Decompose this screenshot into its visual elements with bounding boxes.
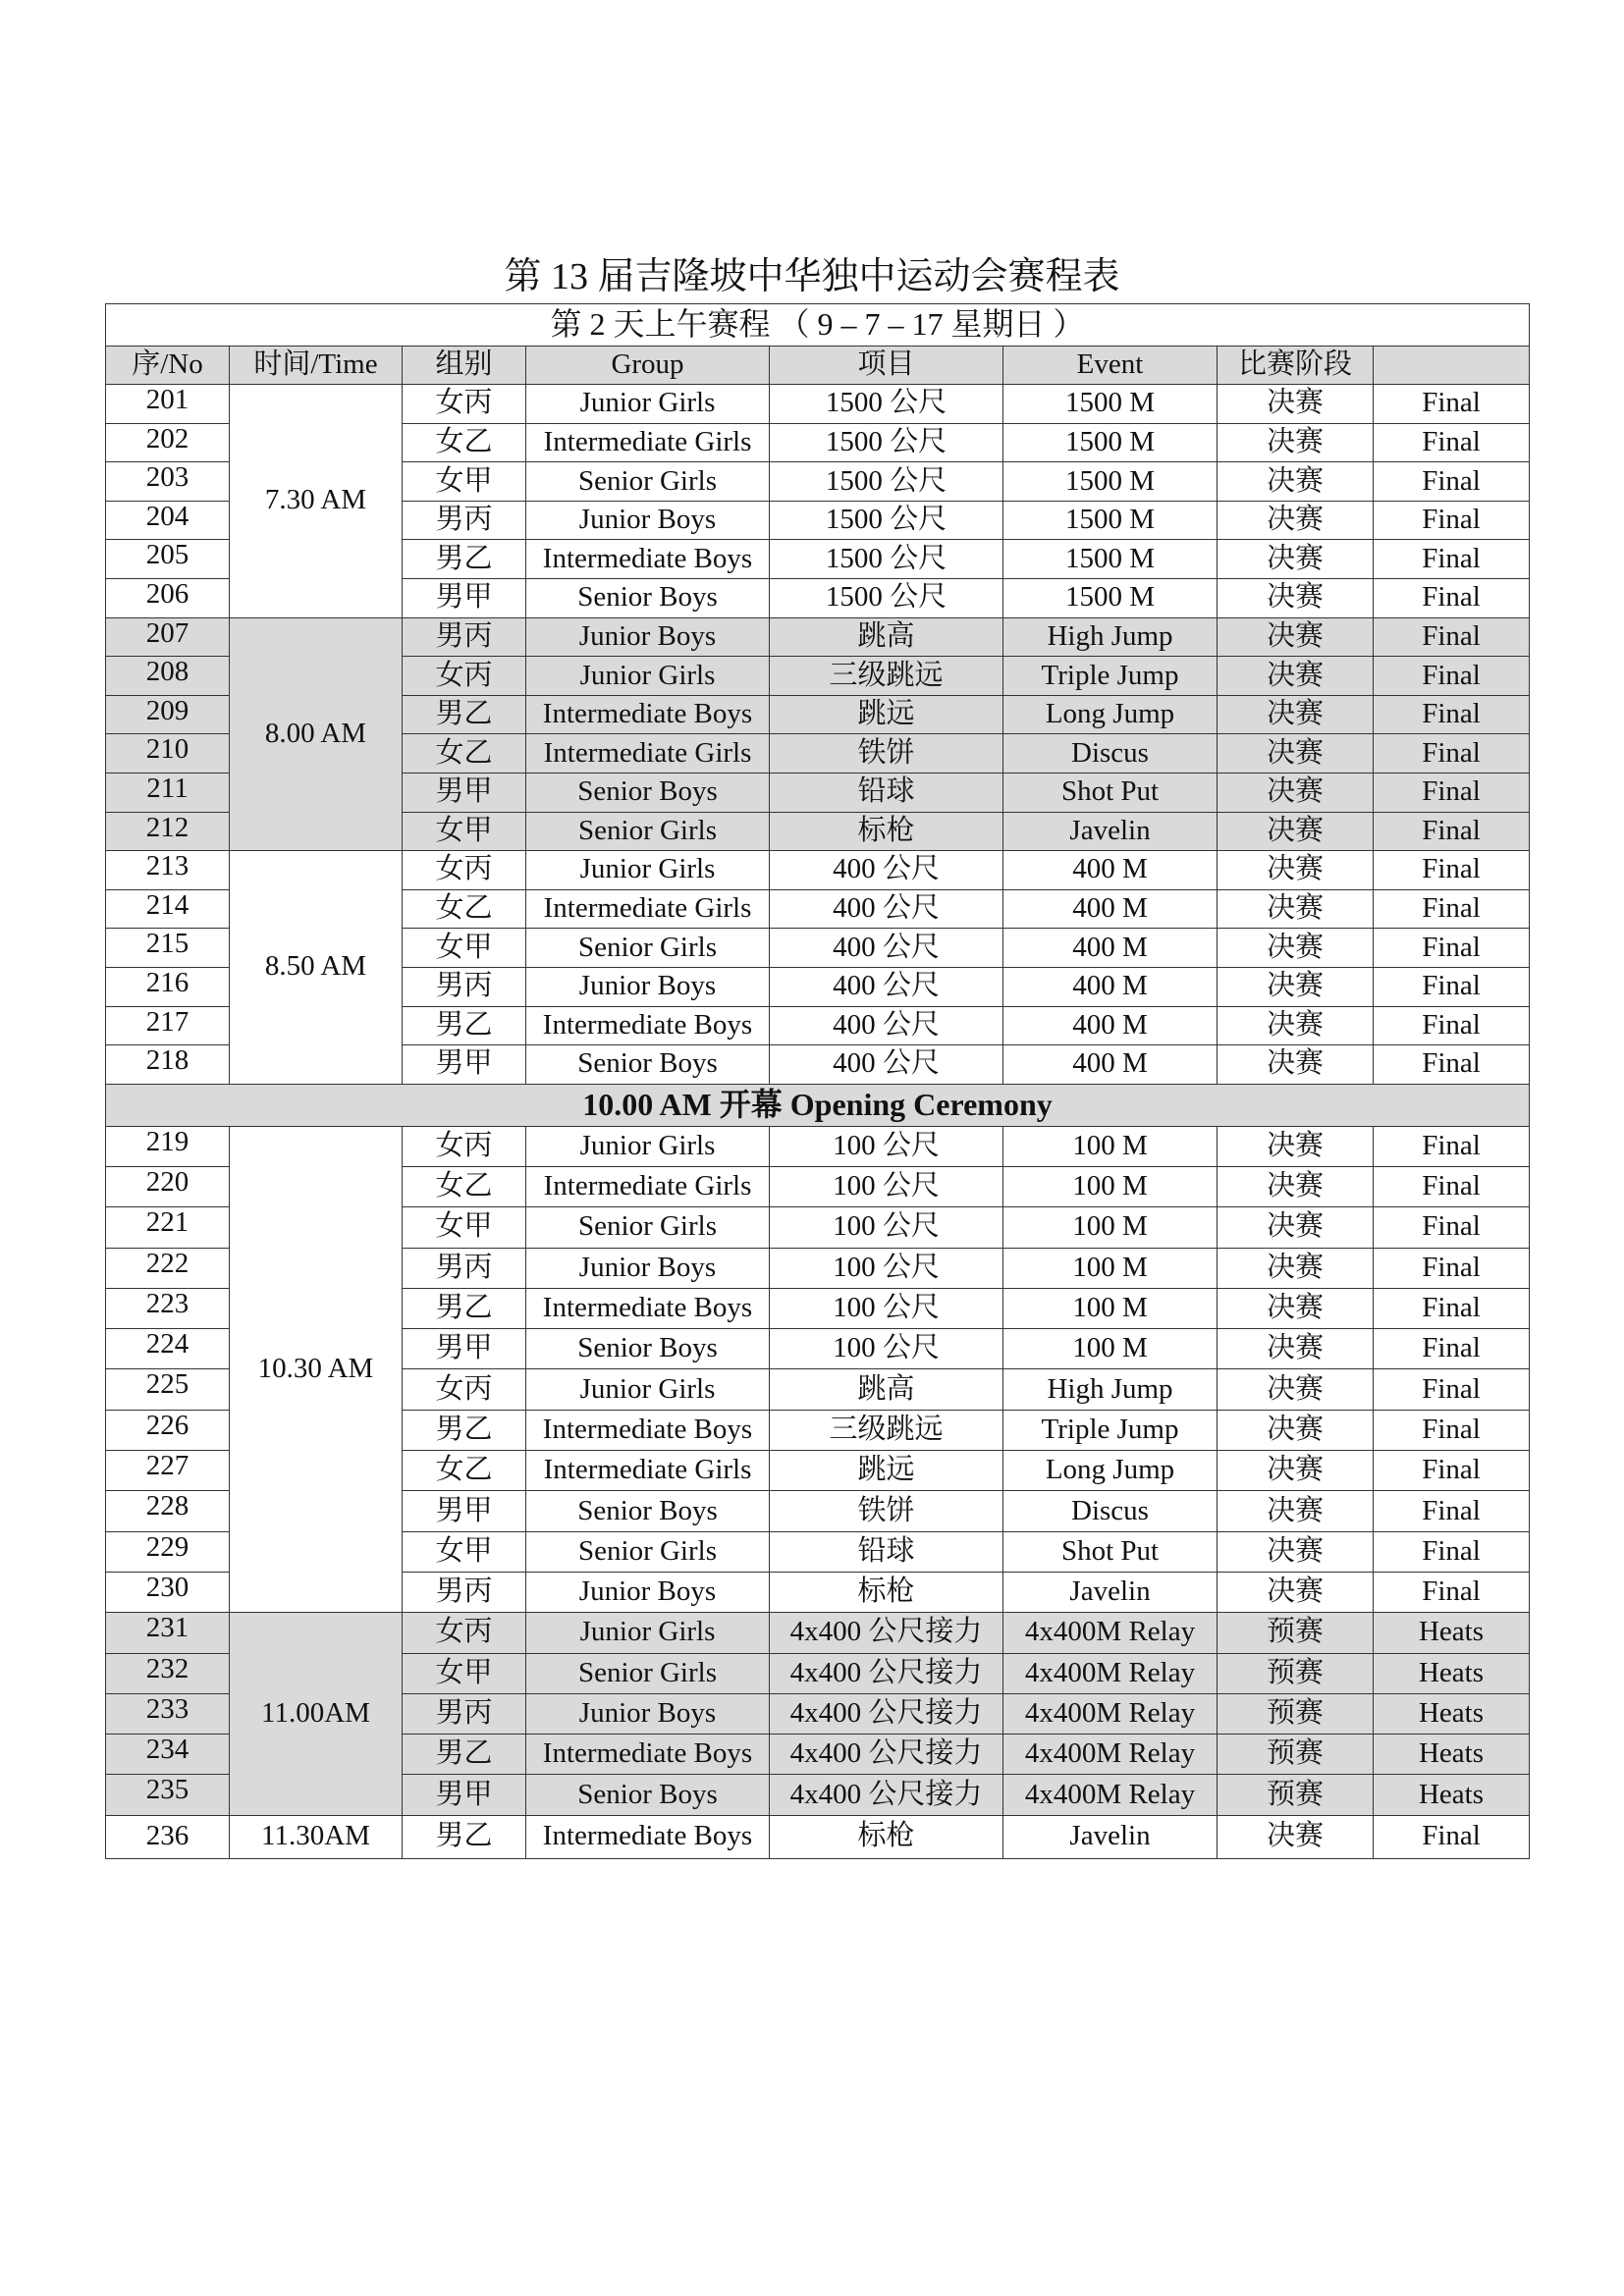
group-cn: 男丙	[403, 1248, 526, 1288]
group-cn: 男丙	[403, 501, 526, 540]
stage-en: Final	[1374, 578, 1530, 617]
stage-en: Final	[1374, 1288, 1530, 1328]
group-en: Junior Girls	[526, 385, 770, 424]
stage-cn: 决赛	[1218, 1491, 1374, 1531]
event-number: 226	[106, 1410, 230, 1450]
group-en: Senior Boys	[526, 1329, 770, 1369]
stage-cn: 决赛	[1218, 540, 1374, 579]
stage-en: Final	[1374, 1815, 1530, 1858]
group-en: Intermediate Girls	[526, 1166, 770, 1206]
event-en: 100 M	[1003, 1329, 1218, 1369]
event-en: 400 M	[1003, 929, 1218, 968]
event-number: 208	[106, 657, 230, 696]
group-en: Junior Girls	[526, 1613, 770, 1653]
group-cn: 女甲	[403, 929, 526, 968]
stage-cn: 决赛	[1218, 617, 1374, 657]
event-en: Discus	[1003, 734, 1218, 774]
event-number: 235	[106, 1775, 230, 1815]
time-slot: 10.30 AM	[230, 1126, 403, 1613]
table-row	[106, 1815, 1530, 1858]
group-cn: 女甲	[403, 1653, 526, 1693]
event-en: 4x400M Relay	[1003, 1613, 1218, 1653]
event-cn: 100 公尺	[770, 1126, 1003, 1166]
event-cn: 4x400 公尺接力	[770, 1613, 1003, 1653]
stage-cn: 决赛	[1218, 929, 1374, 968]
group-cn: 女丙	[403, 657, 526, 696]
stage-cn: 决赛	[1218, 695, 1374, 734]
event-en: Shot Put	[1003, 773, 1218, 812]
event-number: 221	[106, 1207, 230, 1248]
stage-cn: 预赛	[1218, 1735, 1374, 1775]
event-en: 400 M	[1003, 851, 1218, 890]
header-stage-en	[1374, 347, 1530, 385]
event-en: Triple Jump	[1003, 657, 1218, 696]
group-cn: 女乙	[403, 1451, 526, 1491]
group-en: Intermediate Girls	[526, 423, 770, 462]
group-cn: 女丙	[403, 851, 526, 890]
stage-en: Final	[1374, 1369, 1530, 1410]
event-number: 230	[106, 1572, 230, 1612]
stage-en: Final	[1374, 462, 1530, 502]
event-number: 211	[106, 773, 230, 812]
event-number: 227	[106, 1451, 230, 1491]
group-cn: 男甲	[403, 1775, 526, 1815]
group-en: Junior Girls	[526, 1369, 770, 1410]
group-cn: 男乙	[403, 1815, 526, 1858]
event-number: 220	[106, 1166, 230, 1206]
event-number: 219	[106, 1126, 230, 1166]
event-number: 213	[106, 851, 230, 890]
event-en: Shot Put	[1003, 1531, 1218, 1572]
stage-cn: 决赛	[1218, 851, 1374, 890]
group-cn: 女乙	[403, 423, 526, 462]
event-cn: 标枪	[770, 812, 1003, 851]
event-number: 216	[106, 967, 230, 1006]
stage-en: Final	[1374, 812, 1530, 851]
event-cn: 4x400 公尺接力	[770, 1735, 1003, 1775]
table-row	[106, 617, 1530, 657]
stage-cn: 决赛	[1218, 423, 1374, 462]
group-cn: 男甲	[403, 1329, 526, 1369]
group-en: Senior Boys	[526, 578, 770, 617]
opening-ceremony-row	[106, 1084, 1530, 1126]
group-cn: 男丙	[403, 1693, 526, 1734]
group-en: Senior Girls	[526, 929, 770, 968]
stage-cn: 决赛	[1218, 1329, 1374, 1369]
event-en: 1500 M	[1003, 540, 1218, 579]
event-cn: 400 公尺	[770, 1006, 1003, 1045]
stage-en: Final	[1374, 385, 1530, 424]
event-cn: 铁饼	[770, 734, 1003, 774]
group-cn: 男甲	[403, 1045, 526, 1085]
event-cn: 1500 公尺	[770, 578, 1003, 617]
group-en: Intermediate Boys	[526, 695, 770, 734]
group-en: Intermediate Boys	[526, 1815, 770, 1858]
event-number: 203	[106, 462, 230, 502]
event-en: 400 M	[1003, 1045, 1218, 1085]
event-number: 212	[106, 812, 230, 851]
group-cn: 女甲	[403, 1207, 526, 1248]
group-en: Intermediate Girls	[526, 734, 770, 774]
header-stage-cn: 比赛阶段	[1218, 347, 1374, 385]
stage-cn: 决赛	[1218, 657, 1374, 696]
stage-en: Final	[1374, 1451, 1530, 1491]
stage-cn: 决赛	[1218, 1451, 1374, 1491]
event-cn: 1500 公尺	[770, 385, 1003, 424]
event-cn: 铅球	[770, 773, 1003, 812]
time-slot: 8.50 AM	[230, 851, 403, 1085]
event-cn: 跳高	[770, 617, 1003, 657]
stage-cn: 决赛	[1218, 1248, 1374, 1288]
stage-en: Final	[1374, 1126, 1530, 1166]
table-row	[106, 851, 1530, 890]
stage-cn: 决赛	[1218, 1369, 1374, 1410]
schedule-subtitle: 第 2 天上午赛程 （ 9 – 7 – 17 星期日 ）	[106, 304, 1530, 347]
stage-cn: 决赛	[1218, 1166, 1374, 1206]
event-cn: 1500 公尺	[770, 501, 1003, 540]
column-header-row	[106, 347, 1530, 385]
event-en: Long Jump	[1003, 695, 1218, 734]
event-number: 223	[106, 1288, 230, 1328]
group-en: Intermediate Boys	[526, 1006, 770, 1045]
event-cn: 400 公尺	[770, 851, 1003, 890]
group-cn: 女乙	[403, 1166, 526, 1206]
stage-cn: 决赛	[1218, 1572, 1374, 1612]
stage-cn: 决赛	[1218, 1006, 1374, 1045]
group-en: Senior Boys	[526, 1045, 770, 1085]
event-cn: 100 公尺	[770, 1329, 1003, 1369]
group-en: Intermediate Boys	[526, 1410, 770, 1450]
event-number: 224	[106, 1329, 230, 1369]
event-number: 231	[106, 1613, 230, 1653]
table-row	[106, 1126, 1530, 1166]
stage-cn: 决赛	[1218, 1126, 1374, 1166]
group-cn: 男甲	[403, 578, 526, 617]
group-cn: 男甲	[403, 773, 526, 812]
group-cn: 女乙	[403, 734, 526, 774]
group-cn: 男丙	[403, 967, 526, 1006]
stage-en: Final	[1374, 1531, 1530, 1572]
event-number: 222	[106, 1248, 230, 1288]
event-cn: 1500 公尺	[770, 462, 1003, 502]
event-en: 4x400M Relay	[1003, 1775, 1218, 1815]
event-cn: 三级跳远	[770, 1410, 1003, 1450]
group-en: Intermediate Boys	[526, 1735, 770, 1775]
event-number: 210	[106, 734, 230, 774]
event-en: 100 M	[1003, 1126, 1218, 1166]
group-cn: 女丙	[403, 1126, 526, 1166]
event-en: Triple Jump	[1003, 1410, 1218, 1450]
event-cn: 跳远	[770, 1451, 1003, 1491]
group-en: Senior Girls	[526, 1207, 770, 1248]
stage-cn: 决赛	[1218, 967, 1374, 1006]
header-event-cn: 项目	[770, 347, 1003, 385]
event-cn: 1500 公尺	[770, 540, 1003, 579]
event-en: 400 M	[1003, 889, 1218, 929]
stage-en: Final	[1374, 1006, 1530, 1045]
event-cn: 4x400 公尺接力	[770, 1775, 1003, 1815]
stage-en: Final	[1374, 617, 1530, 657]
time-slot: 7.30 AM	[230, 385, 403, 618]
stage-cn: 决赛	[1218, 385, 1374, 424]
event-cn: 400 公尺	[770, 929, 1003, 968]
event-cn: 标枪	[770, 1815, 1003, 1858]
group-cn: 男乙	[403, 1410, 526, 1450]
table-row	[106, 1613, 1530, 1653]
stage-cn: 预赛	[1218, 1613, 1374, 1653]
group-en: Junior Boys	[526, 1693, 770, 1734]
group-cn: 女丙	[403, 1613, 526, 1653]
group-en: Senior Girls	[526, 1653, 770, 1693]
stage-cn: 预赛	[1218, 1693, 1374, 1734]
event-en: 4x400M Relay	[1003, 1693, 1218, 1734]
event-en: 1500 M	[1003, 462, 1218, 502]
time-slot: 11.30AM	[230, 1815, 403, 1858]
group-en: Senior Girls	[526, 1531, 770, 1572]
group-en: Intermediate Girls	[526, 889, 770, 929]
event-en: High Jump	[1003, 617, 1218, 657]
event-en: Javelin	[1003, 1815, 1218, 1858]
stage-cn: 决赛	[1218, 1045, 1374, 1085]
event-en: 1500 M	[1003, 385, 1218, 424]
group-en: Intermediate Boys	[526, 540, 770, 579]
event-number: 217	[106, 1006, 230, 1045]
event-cn: 400 公尺	[770, 967, 1003, 1006]
stage-en: Final	[1374, 1491, 1530, 1531]
stage-en: Final	[1374, 1207, 1530, 1248]
group-cn: 男甲	[403, 1491, 526, 1531]
stage-en: Final	[1374, 501, 1530, 540]
event-en: 400 M	[1003, 967, 1218, 1006]
group-en: Intermediate Girls	[526, 1451, 770, 1491]
stage-cn: 决赛	[1218, 734, 1374, 774]
stage-cn: 决赛	[1218, 889, 1374, 929]
event-number: 225	[106, 1369, 230, 1410]
group-en: Senior Boys	[526, 1775, 770, 1815]
event-cn: 100 公尺	[770, 1288, 1003, 1328]
event-cn: 400 公尺	[770, 1045, 1003, 1085]
event-en: 1500 M	[1003, 501, 1218, 540]
event-cn: 三级跳远	[770, 657, 1003, 696]
event-number: 214	[106, 889, 230, 929]
stage-en: Final	[1374, 1329, 1530, 1369]
group-cn: 女甲	[403, 1531, 526, 1572]
group-cn: 男丙	[403, 1572, 526, 1612]
stage-en: Final	[1374, 773, 1530, 812]
event-number: 204	[106, 501, 230, 540]
event-cn: 跳高	[770, 1369, 1003, 1410]
time-slot: 11.00AM	[230, 1613, 403, 1815]
group-en: Junior Boys	[526, 967, 770, 1006]
event-en: High Jump	[1003, 1369, 1218, 1410]
stage-en: Final	[1374, 967, 1530, 1006]
stage-cn: 决赛	[1218, 1531, 1374, 1572]
stage-en: Heats	[1374, 1653, 1530, 1693]
group-en: Senior Girls	[526, 462, 770, 502]
event-cn: 4x400 公尺接力	[770, 1653, 1003, 1693]
event-en: 100 M	[1003, 1207, 1218, 1248]
event-number: 234	[106, 1735, 230, 1775]
event-number: 206	[106, 578, 230, 617]
event-en: Long Jump	[1003, 1451, 1218, 1491]
group-en: Junior Boys	[526, 617, 770, 657]
event-en: 1500 M	[1003, 423, 1218, 462]
group-en: Junior Girls	[526, 1126, 770, 1166]
stage-en: Final	[1374, 423, 1530, 462]
group-cn: 女乙	[403, 889, 526, 929]
group-en: Junior Boys	[526, 1248, 770, 1288]
event-number: 232	[106, 1653, 230, 1693]
stage-en: Final	[1374, 657, 1530, 696]
stage-cn: 决赛	[1218, 1410, 1374, 1450]
group-cn: 男乙	[403, 1006, 526, 1045]
stage-en: Final	[1374, 1572, 1530, 1612]
group-cn: 女甲	[403, 812, 526, 851]
group-cn: 女丙	[403, 1369, 526, 1410]
stage-cn: 决赛	[1218, 812, 1374, 851]
stage-en: Heats	[1374, 1735, 1530, 1775]
event-cn: 4x400 公尺接力	[770, 1693, 1003, 1734]
event-cn: 标枪	[770, 1572, 1003, 1612]
event-number: 218	[106, 1045, 230, 1085]
event-number: 205	[106, 540, 230, 579]
event-number: 201	[106, 385, 230, 424]
stage-en: Final	[1374, 1166, 1530, 1206]
event-cn: 铅球	[770, 1531, 1003, 1572]
group-en: Intermediate Boys	[526, 1288, 770, 1328]
stage-cn: 预赛	[1218, 1775, 1374, 1815]
group-en: Senior Boys	[526, 1491, 770, 1531]
schedule-subtitle-row	[106, 304, 1530, 347]
stage-en: Final	[1374, 734, 1530, 774]
event-en: Javelin	[1003, 1572, 1218, 1612]
group-en: Junior Girls	[526, 851, 770, 890]
stage-cn: 决赛	[1218, 501, 1374, 540]
event-cn: 100 公尺	[770, 1248, 1003, 1288]
event-cn: 100 公尺	[770, 1207, 1003, 1248]
header-event-en: Event	[1003, 347, 1218, 385]
stage-cn: 决赛	[1218, 773, 1374, 812]
header-group-en: Group	[526, 347, 770, 385]
stage-cn: 决赛	[1218, 1815, 1374, 1858]
stage-en: Final	[1374, 929, 1530, 968]
stage-cn: 预赛	[1218, 1653, 1374, 1693]
group-cn: 女甲	[403, 462, 526, 502]
event-number: 236	[106, 1815, 230, 1858]
event-cn: 跳远	[770, 695, 1003, 734]
event-en: Javelin	[1003, 812, 1218, 851]
stage-en: Heats	[1374, 1613, 1530, 1653]
group-en: Junior Girls	[526, 657, 770, 696]
group-en: Junior Boys	[526, 1572, 770, 1612]
event-en: 100 M	[1003, 1248, 1218, 1288]
event-number: 207	[106, 617, 230, 657]
group-cn: 男乙	[403, 695, 526, 734]
header-group-cn: 组别	[403, 347, 526, 385]
stage-en: Heats	[1374, 1693, 1530, 1734]
event-en: 4x400M Relay	[1003, 1735, 1218, 1775]
event-cn: 400 公尺	[770, 889, 1003, 929]
stage-en: Final	[1374, 695, 1530, 734]
event-en: 100 M	[1003, 1288, 1218, 1328]
event-number: 228	[106, 1491, 230, 1531]
event-en: 4x400M Relay	[1003, 1653, 1218, 1693]
header-no: 序/No	[106, 347, 230, 385]
group-en: Senior Boys	[526, 773, 770, 812]
event-number: 229	[106, 1531, 230, 1572]
stage-cn: 决赛	[1218, 578, 1374, 617]
stage-cn: 决赛	[1218, 1288, 1374, 1328]
event-en: Discus	[1003, 1491, 1218, 1531]
group-cn: 男乙	[403, 1288, 526, 1328]
time-slot: 8.00 AM	[230, 617, 403, 851]
event-number: 209	[106, 695, 230, 734]
group-en: Junior Boys	[526, 501, 770, 540]
event-en: 400 M	[1003, 1006, 1218, 1045]
event-number: 233	[106, 1693, 230, 1734]
group-cn: 男乙	[403, 540, 526, 579]
event-cn: 1500 公尺	[770, 423, 1003, 462]
stage-en: Final	[1374, 1045, 1530, 1085]
group-en: Senior Girls	[526, 812, 770, 851]
event-cn: 100 公尺	[770, 1166, 1003, 1206]
event-en: 1500 M	[1003, 578, 1218, 617]
stage-en: Final	[1374, 851, 1530, 890]
stage-cn: 决赛	[1218, 1207, 1374, 1248]
stage-cn: 决赛	[1218, 462, 1374, 502]
stage-en: Heats	[1374, 1775, 1530, 1815]
group-cn: 男乙	[403, 1735, 526, 1775]
table-row	[106, 385, 1530, 424]
schedule-table	[105, 303, 1530, 1859]
stage-en: Final	[1374, 1410, 1530, 1450]
event-en: 100 M	[1003, 1166, 1218, 1206]
event-cn: 铁饼	[770, 1491, 1003, 1531]
stage-en: Final	[1374, 1248, 1530, 1288]
event-number: 215	[106, 929, 230, 968]
stage-en: Final	[1374, 540, 1530, 579]
group-cn: 女丙	[403, 385, 526, 424]
page-title: 第 13 届吉隆坡中华独中运动会赛程表	[504, 256, 1120, 297]
event-number: 202	[106, 423, 230, 462]
header-time: 时间/Time	[230, 347, 403, 385]
stage-en: Final	[1374, 889, 1530, 929]
group-cn: 男丙	[403, 617, 526, 657]
opening-ceremony-banner: 10.00 AM 开幕 Opening Ceremony	[106, 1084, 1530, 1126]
